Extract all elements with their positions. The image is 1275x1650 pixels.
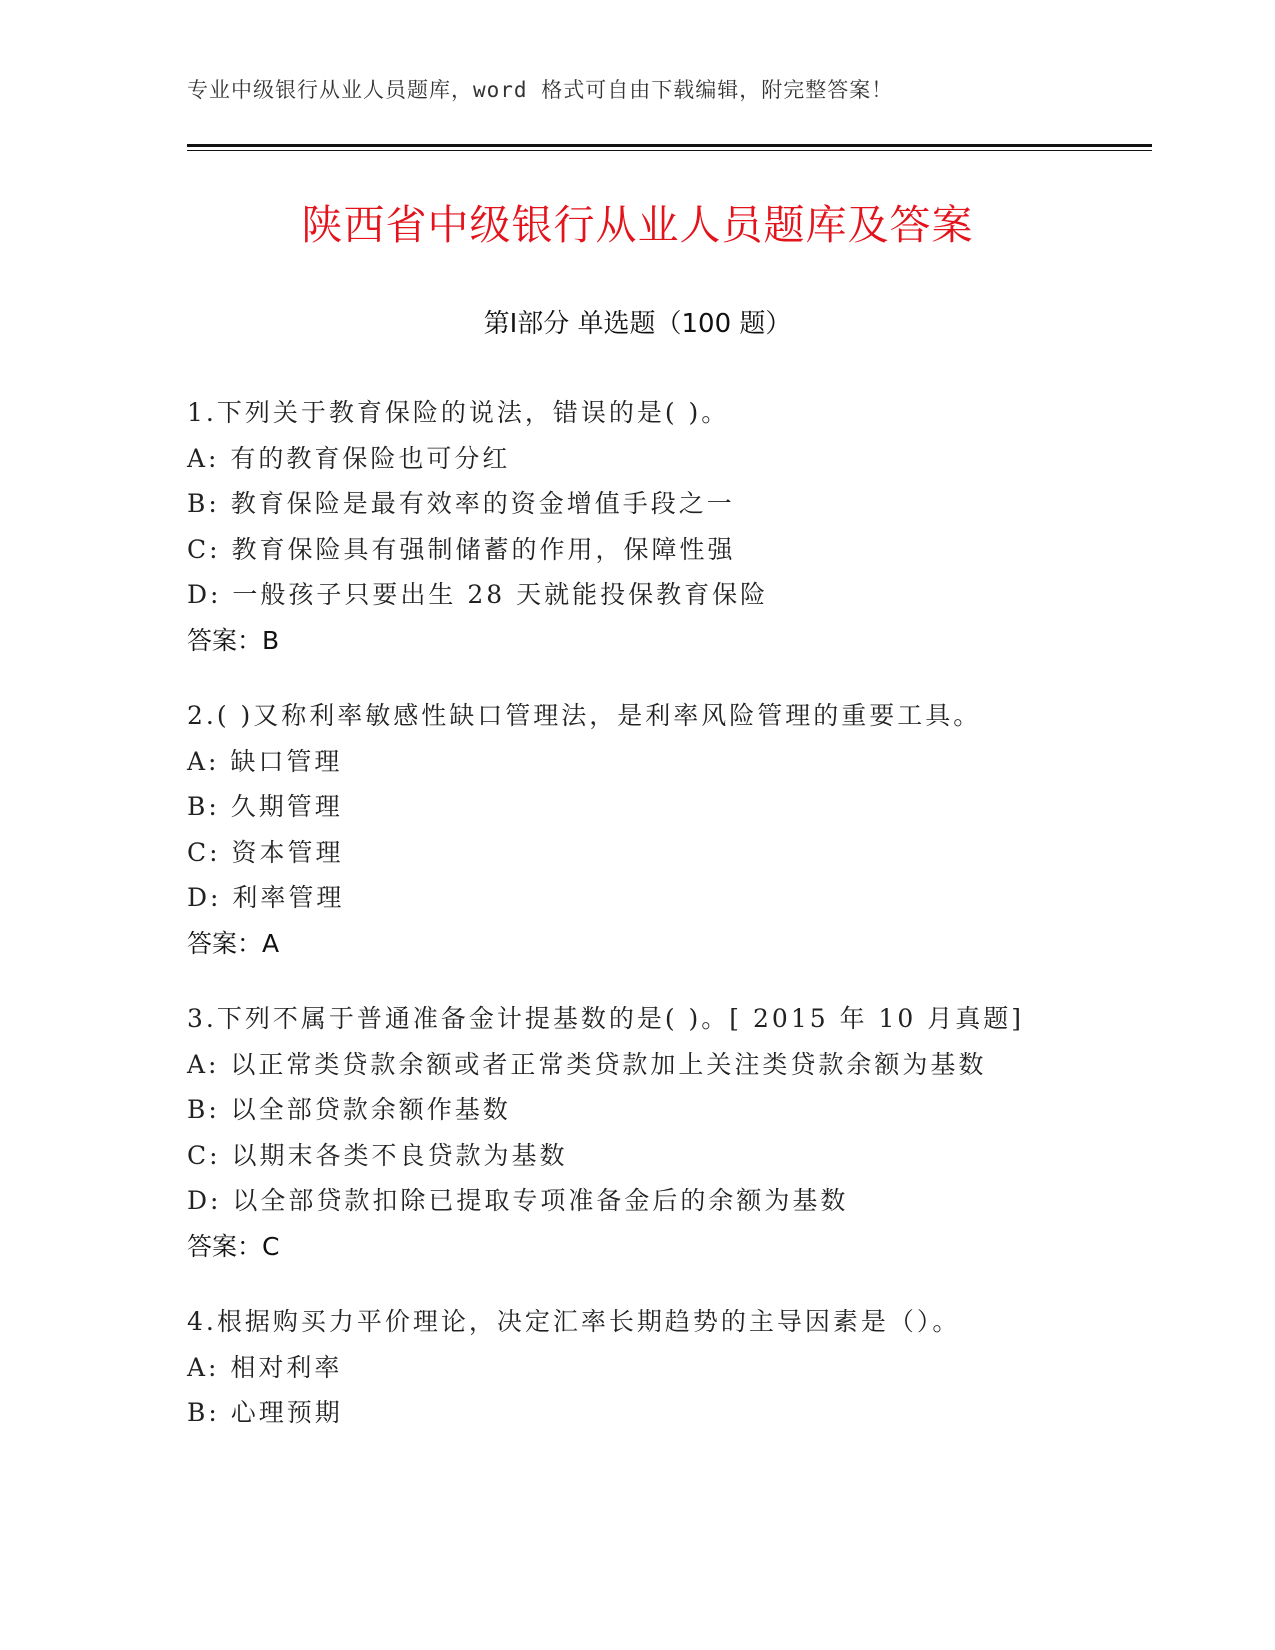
option-c: C: 以期末各类不良贷款为基数 [187, 1140, 568, 1170]
document-title: 陕西省中级银行从业人员题库及答案 [301, 201, 974, 249]
question-stem: 2.( )又称利率敏感性缺口管理法，是利率风险管理的重要工具。 [187, 701, 982, 730]
question-2 [187, 693, 1147, 966]
header-divider-thick [187, 144, 1152, 147]
answer-line: 答案：A [187, 928, 280, 958]
question-1 [187, 390, 1147, 663]
answer-line: 答案：C [187, 1231, 280, 1261]
option-c: C: 资本管理 [187, 837, 344, 867]
question-list [187, 390, 1147, 1466]
option-d: D: 一般孩子只要出生 28 天就能投保教育保险 [187, 580, 769, 609]
option-c: C: 教育保险具有强制储蓄的作用，保障性强 [187, 534, 736, 564]
option-b: B: 以全部贷款余额作基数 [187, 1095, 511, 1124]
option-b: B: 教育保险是最有效率的资金增值手段之一 [187, 489, 735, 518]
option-a: A: 相对利率 [187, 1352, 343, 1382]
header-note: 专业中级银行从业人员题库，word 格式可自由下载编辑，附完整答案！ [187, 78, 894, 102]
option-a: A: 缺口管理 [187, 746, 343, 776]
answer-line: 答案：B [187, 625, 280, 655]
question-stem: 3.下列不属于普通准备金计提基数的是( )。[ 2015 年 10 月真题] [187, 1004, 1025, 1033]
option-a: A: 以正常类贷款余额或者正常类贷款加上关注类贷款余额为基数 [187, 1049, 987, 1079]
question-4 [187, 1299, 1147, 1436]
option-a: A: 有的教育保险也可分红 [187, 443, 511, 473]
option-b: B: 久期管理 [187, 792, 343, 821]
header-divider-thin [187, 150, 1152, 151]
question-3 [187, 996, 1147, 1269]
question-stem: 1.下列关于教育保险的说法，错误的是( )。 [187, 398, 730, 427]
section-title: 第Ⅰ部分 单选题（100 题） [483, 309, 792, 339]
question-stem: 4.根据购买力平价理论，决定汇率长期趋势的主导因素是（）。 [187, 1307, 961, 1336]
option-d: D: 利率管理 [187, 883, 345, 912]
option-b: B: 心理预期 [187, 1398, 343, 1427]
option-d: D: 以全部贷款扣除已提取专项准备金后的余额为基数 [187, 1186, 849, 1215]
